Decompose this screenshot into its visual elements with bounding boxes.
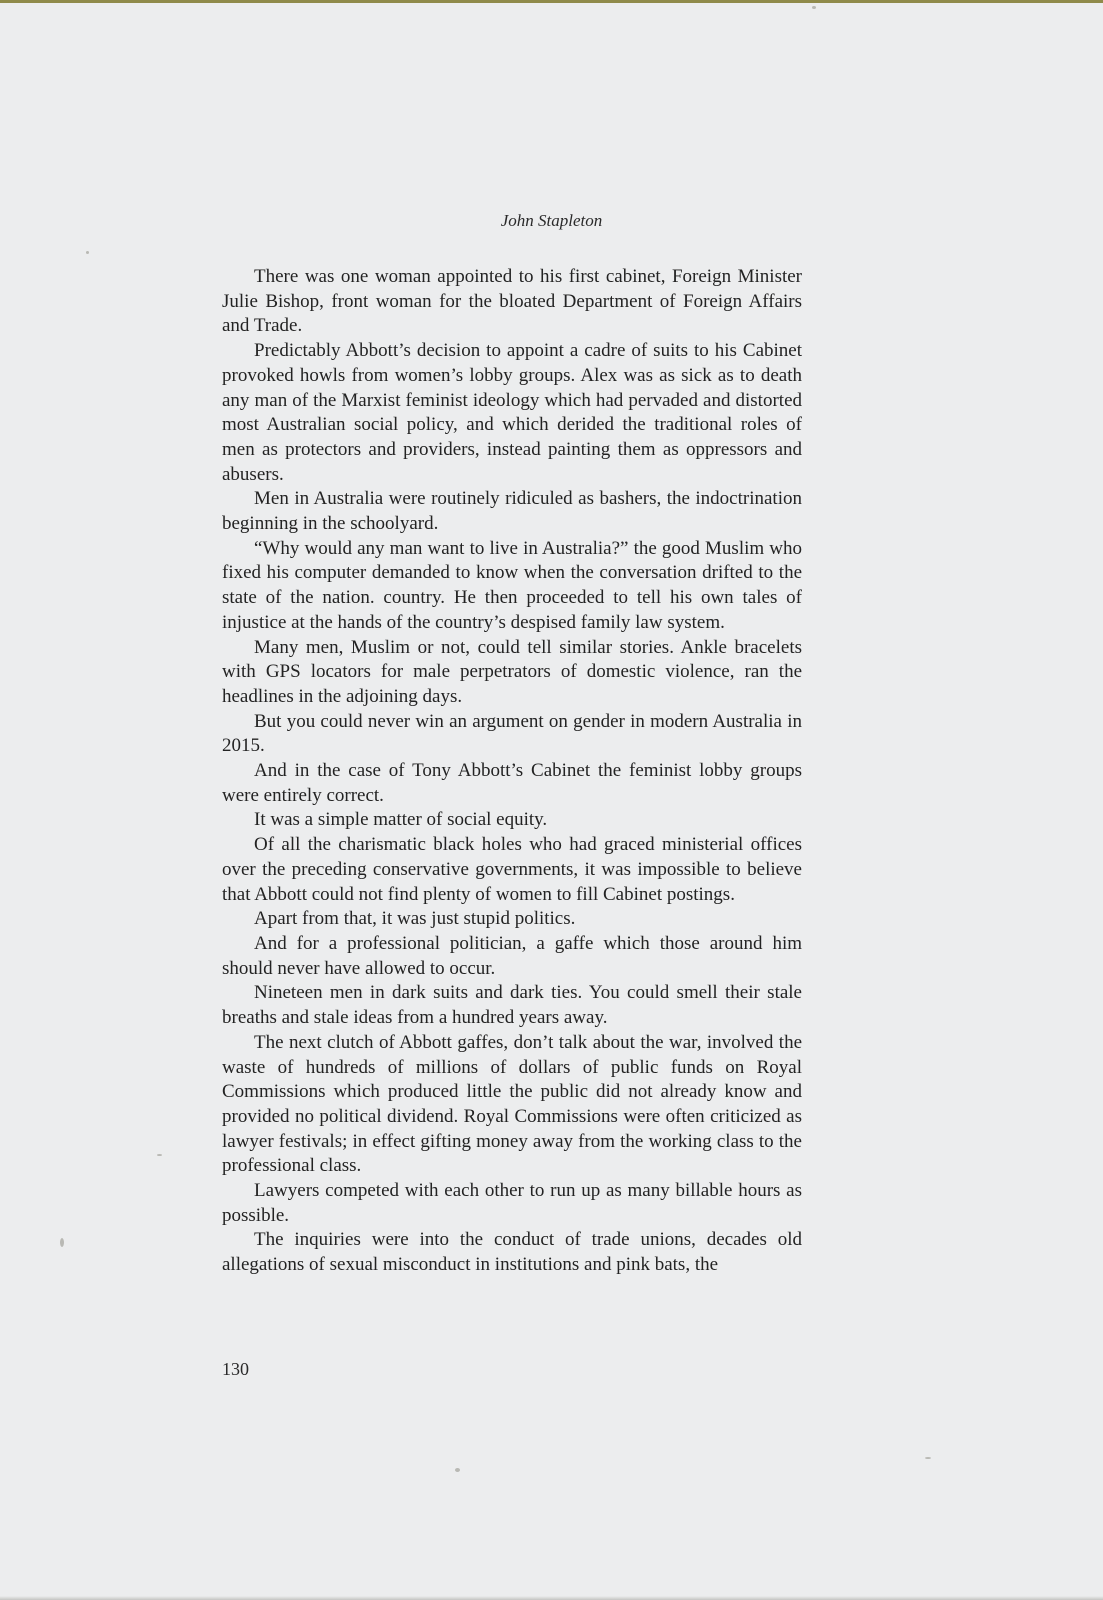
paragraph: The next clutch of Abbott gaffes, don’t talk about the war, involved the waste of hundreds of millions of dollars of public funds on Royal Commissions which produced little the public did not already know and provided no political dividend. Royal Commissions were often criticized as lawyer festivals; in effect gifting money away from the working class to the professional class. <box>222 1031 802 1177</box>
scan-speck <box>157 1154 162 1156</box>
paragraph: It was a simple matter of social equity. <box>254 809 548 831</box>
running-head: John Stapleton <box>500 211 603 230</box>
scan-top-edge <box>0 0 1103 3</box>
paragraph: Apart from that, it was just stupid politics. <box>254 908 576 930</box>
paragraph: Lawyers competed with each other to run up as many billable hours as possible. <box>222 1180 802 1226</box>
paragraph: Of all the charismatic black holes who had graced ministerial offices over the preceding conservative governments, it was impossible to believe that Abbott could not find plenty of women to fill Cabinet postings. <box>222 834 802 905</box>
scan-speck <box>455 1468 460 1472</box>
paragraph: And for a professional politician, a gaffe which those around him should never have allowed to occur. <box>222 932 802 979</box>
scan-speck <box>86 251 89 254</box>
scan-speck <box>925 1457 931 1459</box>
paragraph: There was one woman appointed to his first cabinet, Foreign Minister Julie Bishop, front woman for the bloated Department of Foreign Affairs and Trade. <box>222 266 802 337</box>
paragraph: Men in Australia were routinely ridiculed as bashers, the indoctrination beginning in the schoolyard. <box>222 488 802 535</box>
page-number: 130 <box>222 1359 249 1379</box>
scan-speck <box>60 1238 64 1247</box>
paragraph: Nineteen men in dark suits and dark ties. You could smell their stale breaths and stale ideas from a hundred years away. <box>222 982 802 1029</box>
paragraph: The inquiries were into the conduct of trade unions, decades old allegations of sexual misconduct in institutions and pink bats, the <box>222 1229 802 1276</box>
paragraph: But you could never win an argument on gender in modern Australia in 2015. <box>222 710 802 757</box>
paragraph: “Why would any man want to live in Australia?” the good Muslim who fixed his computer demanded to know when the conversation drifted to the state of the nation. country. He then proceeded to tell his own tales of injustice at the hands of the country’s despised family law system. <box>222 537 802 633</box>
scan-speck <box>812 6 816 9</box>
paragraph: Predictably Abbott’s decision to appoint a cadre of suits to his Cabinet provoked howls from women’s lobby groups. Alex was as sick as to death any man of the Marxist feminist ideology which had pervaded and distorted most Australian social policy, and which derided the traditional roles of men as protectors and providers, instead painting them as oppressors and abusers. <box>222 340 802 485</box>
scan-bottom-edge <box>0 1596 1103 1600</box>
body-text <box>222 265 802 1278</box>
paragraph: Many men, Muslim or not, could tell similar stories. Ankle bracelets with GPS locators for male perpetrators of domestic violence, ran the headlines in the adjoining days. <box>222 636 802 707</box>
paragraph: And in the case of Tony Abbott’s Cabinet the feminist lobby groups were entirely correct. <box>222 760 802 806</box>
